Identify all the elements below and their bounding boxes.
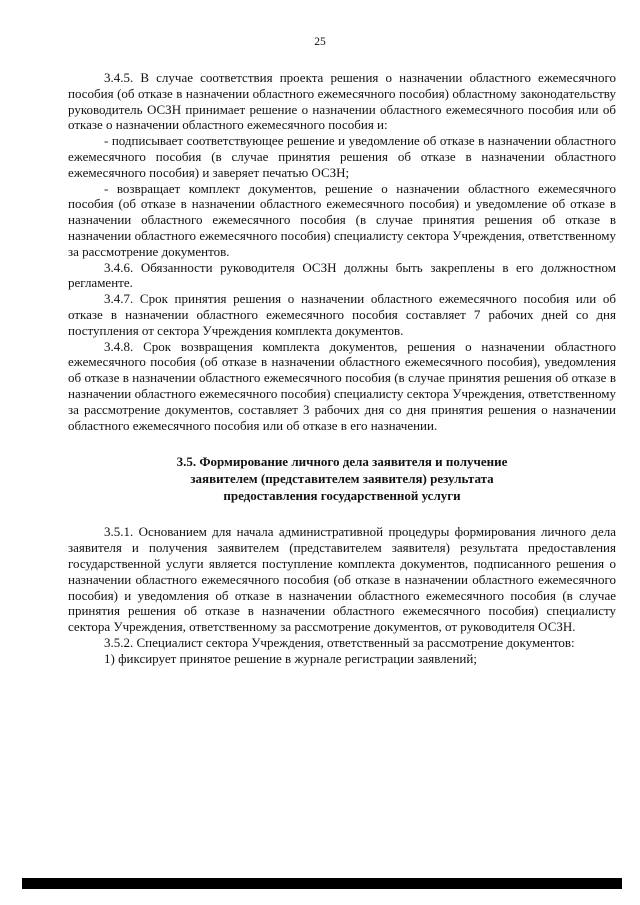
list-item-signs: - подписывает соответствующее решение и уведомление об отказе в назначении областного ежемесячного пособия (в случае принятия решения об отказе в назначении областного ежемесячного пособия) и заверяет печатью ОСЗН; (68, 133, 616, 180)
section-heading-line: 3.5. Формирование личного дела заявителя и получение (176, 454, 508, 470)
paragraph-3-4-7: 3.4.7. Срок принятия решения о назначении областного ежемесячного пособия или об отказе в назначении областного ежемесячного пособия составляет 7 рабочих дней со дня поступления от сектора Учреждения комплекта документов. (68, 291, 616, 338)
paragraph-3-4-8: 3.4.8. Срок возвращения комплекта документов, решения о назначении областного ежемесячного пособия (об отказе в назначении областного ежемесячного пособия), уведомления об отказе в назначении областного ежемесячного пособия (в случае принятия решения об отказе в назначении областного ежемесячного пособия) специалисту сектора Учреждения, ответственному за рассмотрение документов, составляет 3 рабочих дня со дня принятия решения о назначении областного ежемесячного пособия или об отказе в его назначении. (68, 338, 616, 433)
paragraph-3-5-2: 3.5.2. Специалист сектора Учреждения, ответственный за рассмотрение документов: (104, 634, 575, 650)
scan-edge-bar (22, 878, 622, 889)
page-number: 25 (314, 36, 326, 48)
section-heading-line: предоставления государственной услуги (223, 488, 461, 504)
section-heading-line: заявителем (представителем заявителя) результата (190, 471, 494, 487)
paragraph-3-4-6: 3.4.6. Обязанности руководителя ОСЗН должны быть закреплены в его должностном регламенте. (68, 259, 616, 291)
list-item-returns: - возвращает комплект документов, решение о назначении областного ежемесячного пособия (об отказе в назначении областного ежемесячного пособия) и уведомление об отказе в назначении областного ежемесячного пособия (в случае принятия решения об отказе в назначении областного ежемесячного пособия) специалисту сектора Учреждения, ответственному за рассмотрение документов. (68, 180, 616, 259)
spacer (68, 504, 616, 524)
document-body (68, 70, 616, 667)
paragraph-3-5-1: 3.5.1. Основанием для начала административной процедуры формирования личного дела заявителя и получения заявителем (представителем заявителя) результата предоставления государственной услуги является поступление комплекта документов, подписанного решения о назначении областного ежемесячного пособия (об отказе в назначении областного ежемесячного пособия) и уведомления об отказе в назначении областного ежемесячного пособия (в случае принятия решения об отказе в назначении областного ежемесячного пособия) специалисту сектора Учреждения, ответственному за рассмотрение документов, от руководителя ОСЗН. (68, 524, 616, 635)
list-item-records-decision: 1) фиксирует принятое решение в журнале регистрации заявлений; (104, 650, 477, 666)
section-heading-3-5 (68, 453, 616, 504)
spacer (68, 433, 616, 453)
paragraph-3-4-5: 3.4.5. В случае соответствия проекта решения о назначении областного ежемесячного пособия (об отказе в назначении областного ежемесячного пособия) областному законодательству руководитель ОСЗН принимает решение о назначении областного ежемесячного пособия или об отказе о назначении областного ежемесячного пособия и: (68, 70, 616, 133)
